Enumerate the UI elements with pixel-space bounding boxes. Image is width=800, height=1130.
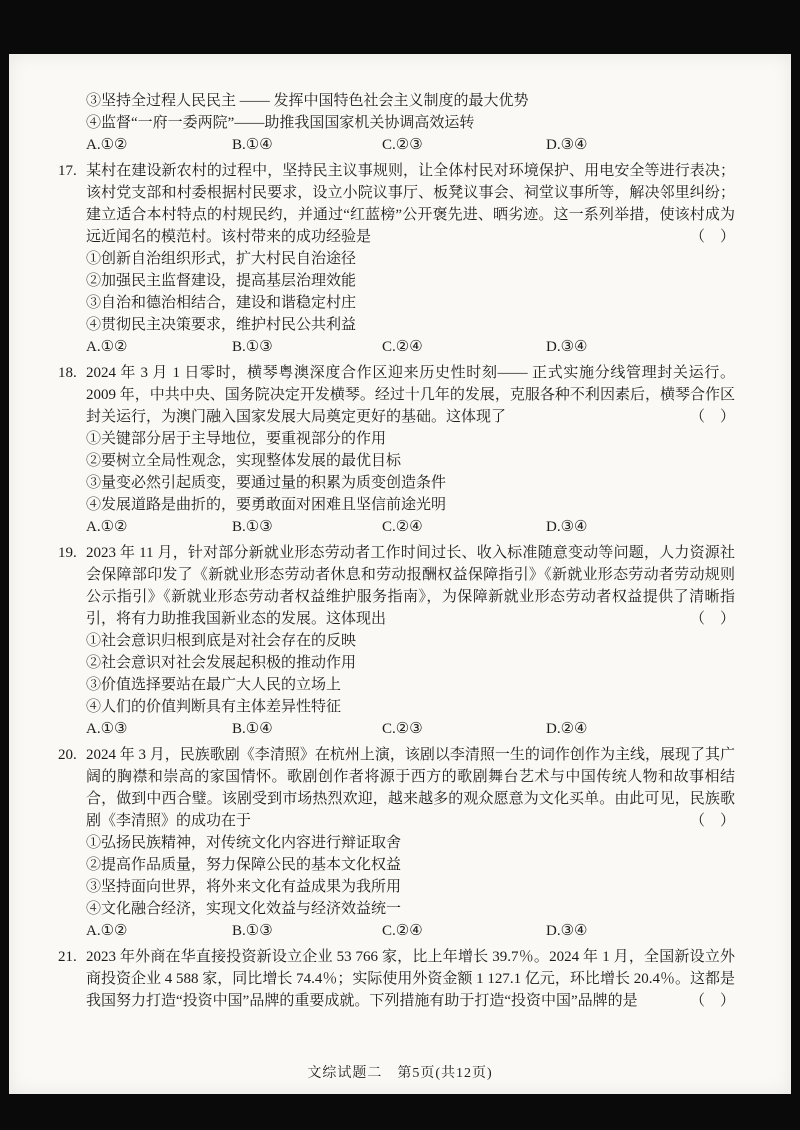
option-item: ①关键部分居于主导地位，要重视部分的作用 [86,431,387,447]
question-number: 20. [58,747,77,763]
question-stem-text: 2023 年 11 月，针对部分新就业形态劳动者工作时间过长、收入标准随意变动等问题，人力资源社会保障部印发了《新就业形态劳动者休息和劳动报酬权益保障指引》《新就业形态劳动者劳动规则公示指引》《新就业形态劳动者权益维护服务指南》，为保障新就业形态劳动者权益提供了清晰指引，将有力助推我国新业态的发展。这体现出 [86,545,735,627]
question-18 [58,362,735,538]
question-21 [58,946,735,1012]
question-stem-text: 2024 年 3 月 1 日零时，横琴粤澳深度合作区迎来历史性时刻—— 正式实施分线管理封关运行。2009 年，中共中央、国务院决定开发横琴。经过十几年的发展，克服各种不利因素后，横琴合作区封关运行，为澳门融入国家发展大局奠定更好的基础。这体现了 [86,365,735,425]
question-stem-text: 2024 年 3 月，民族歌剧《李清照》在杭州上演，该剧以李清照一生的词作创作为主线，展现了其广阔的胸襟和崇高的家国情怀。歌剧创作者将源于西方的歌剧舞台艺术与中国传统人物和故事相结合，做到中西合璧。该剧受到市场热烈欢迎，越来越多的观众愿意为文化买单。由此可见，民族歌剧《李清照》的成功在于 [86,747,735,829]
choices-row [86,718,735,740]
option-item: ②加强民主监督建设，提高基层治理效能 [86,273,357,289]
answer-bracket: （ ） [689,611,735,627]
answer-bracket: （ ） [689,229,735,245]
choice-d: D.③④ [546,137,588,153]
choices-row [86,336,735,358]
question-stem [58,362,735,428]
option-item: ④监督“一府一委两院”——助推我国国家机关协调高效运转 [86,115,475,131]
choice-a: A.①② [86,519,128,535]
choices-row [86,920,735,942]
option-item: ①创新自治组织形式，扩大村民自治途径 [86,251,357,267]
question-19 [58,542,735,740]
choice-c: C.②③ [382,721,423,737]
option-item: ④文化融合经济，实现文化效益与经济效益统一 [86,901,402,917]
option-item: ②提高作品质量，努力保障公民的基本文化权益 [86,857,402,873]
question-stem [58,744,735,832]
choice-b: B.①③ [232,519,273,535]
option-item: ④人们的价值判断具有主体差异性特征 [86,699,342,715]
choice-b: B.①③ [232,923,273,939]
option-item: ③价值选择要站在最广大人民的立场上 [86,677,342,693]
option-item: ④贯彻民主决策要求，维护村民公共利益 [86,317,357,333]
question-number: 17. [58,163,77,179]
choice-b: B.①③ [232,339,273,355]
choice-c: C.②④ [382,519,423,535]
choices-row [86,516,735,538]
question-number: 18. [58,365,77,381]
question-stem [58,160,735,248]
option-item: ③坚持面向世界，将外来文化有益成果为我所用 [86,879,402,895]
page-content [58,90,735,1012]
choice-a: A.①② [86,339,128,355]
choice-c: C.②④ [382,923,423,939]
choices-row [86,134,735,156]
option-item: ③量变必然引起质变，要通过量的积累为质变创造条件 [86,475,447,491]
question-number: 19. [58,545,77,561]
option-item: ③坚持全过程人民民主 —— 发挥中国特色社会主义制度的最大优势 [86,93,529,109]
choice-c: C.②③ [382,137,423,153]
choice-b: B.①④ [232,721,273,737]
question-16-tail [86,90,735,156]
answer-bracket: （ ） [689,993,735,1009]
option-item: ①弘扬民族精神，对传统文化内容进行辩证取舍 [86,835,402,851]
option-item: ④发展道路是曲折的，要勇敢面对困难且坚信前途光明 [86,497,447,513]
answer-bracket: （ ） [689,409,735,425]
question-stem [58,542,735,630]
answer-bracket: （ ） [689,813,735,829]
option-item: ②要树立全局性观念，实现整体发展的最优目标 [86,453,402,469]
choice-a: A.①② [86,923,128,939]
question-17 [58,160,735,358]
choice-d: D.③④ [546,923,588,939]
page-footer: 文综试题二 第5页(共12页) [307,1066,493,1081]
question-stem-text: 2023 年外商在华直接投资新设立企业 53 766 家，比上年增长 39.7％。2024 年 1 月，全国新设立外商投资企业 4 588 家，同比增长 74.4％；实际使用外资金额 1 127.1 亿元，环比增长 20.4％。这都是我国努力打造“投资中国”品牌的重要成就。下列措施有助于打造“投资中国”品牌的是 [86,949,735,1009]
choice-c: C.②④ [382,339,423,355]
document-page [9,54,791,1094]
choice-d: D.③④ [546,339,588,355]
question-20 [58,744,735,942]
choice-a: A.①② [86,137,128,153]
question-stem [58,946,735,1012]
choice-d: D.②④ [546,721,588,737]
question-stem-text: 某村在建设新农村的过程中，坚持民主议事规则，让全体村民对环境保护、用电安全等进行表决；该村党支部和村委根据村民要求，设立小院议事厅、板凳议事会、祠堂议事所等，解决邻里纠纷；建立适合本村特点的村规民约，并通过“红蓝榜”公开褒先进、晒劣迹。这一系列举措，使该村成为远近闻名的模范村。该村带来的成功经验是 [86,163,735,245]
option-item: ③自治和德治相结合，建设和谐稳定村庄 [86,295,357,311]
choice-a: A.①③ [86,721,128,737]
choice-b: B.①④ [232,137,273,153]
choice-d: D.③④ [546,519,588,535]
option-item: ②社会意识对社会发展起积极的推动作用 [86,655,357,671]
option-item: ①社会意识归根到底是对社会存在的反映 [86,633,357,649]
question-number: 21. [58,949,77,965]
